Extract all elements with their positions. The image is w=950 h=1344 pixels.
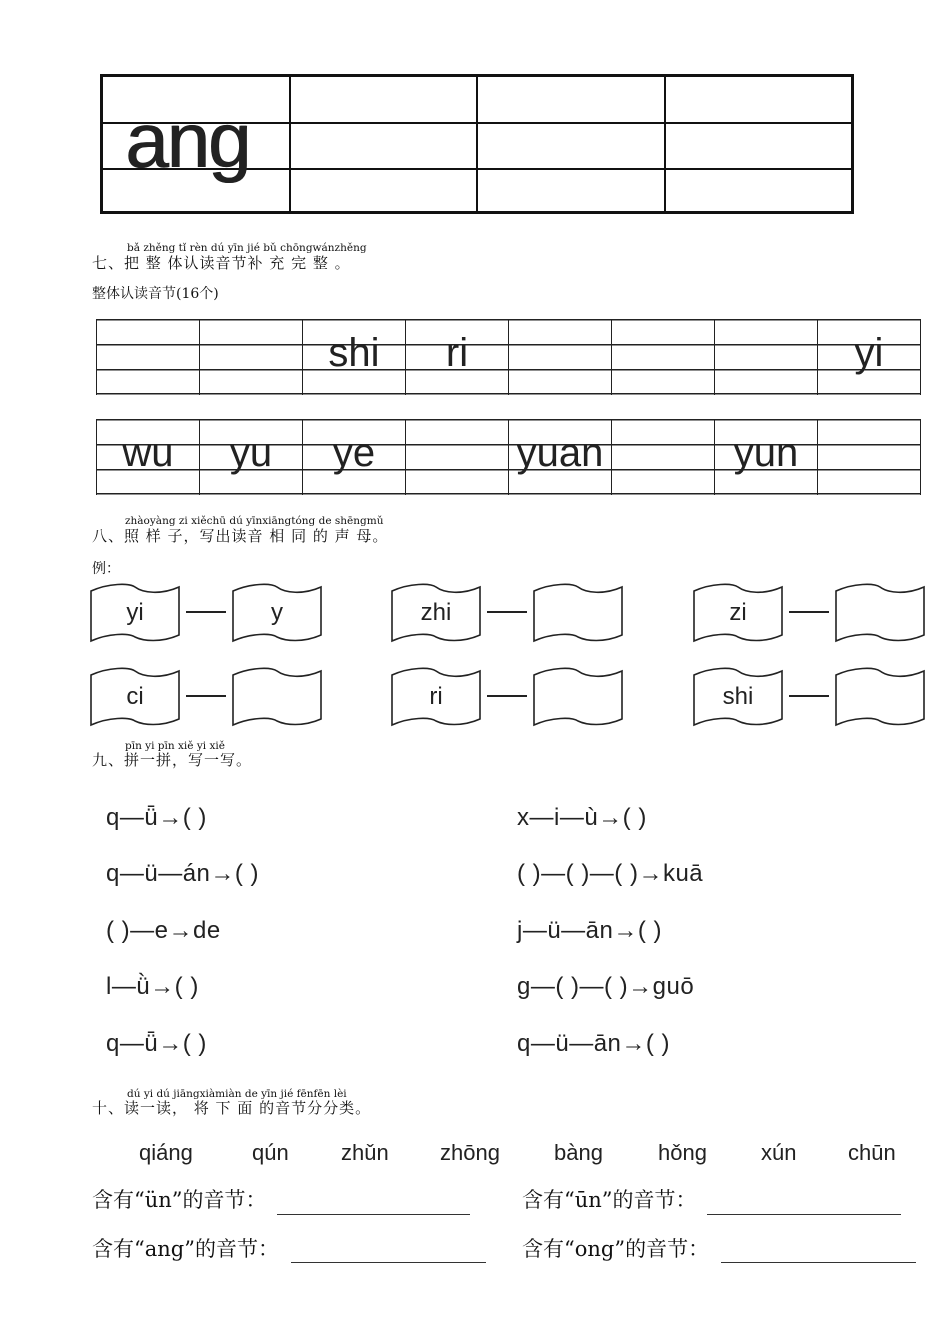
spell-exercise[interactable]: g—( )—( )→guō (517, 973, 695, 1000)
sec7-subtitle: 整体认读音节(16个) (92, 286, 219, 302)
category-label: 含有“ang”的音节： (92, 1237, 279, 1261)
connector-dash (487, 695, 527, 697)
flag-box: zi (692, 583, 784, 643)
category-label: 含有“ün”的音节： (92, 1188, 267, 1212)
sec8-example-label: 例： (92, 561, 120, 577)
syllable-cell[interactable] (612, 319, 715, 395)
spell-exercise[interactable]: q—ǖ→( ) (106, 1030, 207, 1057)
syllable-cell[interactable] (612, 419, 715, 495)
syllable-cell[interactable] (97, 319, 200, 395)
syllable-cell[interactable] (818, 419, 920, 495)
syllable: zhōng (440, 1140, 500, 1165)
connector-dash (186, 695, 226, 697)
answer-line[interactable] (721, 1262, 916, 1263)
flag-box: ci (89, 667, 181, 727)
syllable: zhǔn (341, 1140, 389, 1165)
syllable: qún (252, 1140, 289, 1165)
writing-grid (100, 74, 854, 214)
syllable: bàng (554, 1140, 603, 1165)
category-label: 含有“ong”的音节： (522, 1237, 710, 1261)
syllable-cell[interactable]: ye (303, 419, 406, 495)
sec9-title: 九、拼一拼，写一写。 (92, 751, 253, 769)
spell-exercise[interactable]: q—ǖ→( ) (106, 804, 207, 831)
sec8-title: 八、照 样 子，写出读音 相 同 的 声 母。 (92, 527, 389, 545)
writing-cell[interactable] (666, 77, 852, 211)
flag-answer-box[interactable] (532, 583, 624, 643)
flag-box: shi (692, 667, 784, 727)
sec7-title: 七、把 整 体认读音节补 充 完 整 。 (92, 254, 351, 272)
syllable-cell[interactable]: shi (303, 319, 406, 395)
syllable-cell[interactable] (715, 319, 818, 395)
spell-exercise[interactable]: j—ü—ān→( ) (517, 917, 663, 944)
syllable-cell[interactable]: yuan (509, 419, 612, 495)
syllable-cell[interactable] (509, 319, 612, 395)
flag-box: ri (390, 667, 482, 727)
connector-dash (487, 611, 527, 613)
flag-box[interactable]: y (231, 583, 323, 643)
syllable-cell[interactable] (406, 419, 509, 495)
spell-exercise[interactable]: ( )—e→de (106, 917, 221, 944)
flag-answer-box[interactable] (231, 667, 323, 727)
sec10-pinyin: dú yi dú jiāngxiàmiàn de yīn jié fēnfēn lèi (127, 1088, 347, 1100)
sec9-pinyin: pīn yi pīn xiě yi xiě (125, 740, 225, 752)
syllable-cell[interactable]: yi (818, 319, 920, 395)
syllable-cell[interactable]: yun (715, 419, 818, 495)
syllable-row-2 (96, 419, 921, 495)
flag-answer-box[interactable] (532, 667, 624, 727)
grid-word: ang (125, 96, 250, 184)
connector-dash (186, 611, 226, 613)
spell-exercise[interactable]: x—i—ù→( ) (517, 804, 647, 831)
writing-cell[interactable] (291, 77, 479, 211)
syllable-row-1 (96, 319, 921, 395)
spell-exercise[interactable]: q—ü—án→( ) (106, 860, 260, 887)
syllable: hǒng (658, 1140, 707, 1165)
syllable-cell[interactable]: ri (406, 319, 509, 395)
syllable: xún (761, 1140, 797, 1165)
sec7-pinyin: bǎ zhěng tǐ rèn dú yīn jié bǔ chōngwánzhěng (127, 242, 367, 254)
syllable-cell[interactable] (200, 319, 303, 395)
syllable-cell[interactable]: yu (200, 419, 303, 495)
syllable: qiáng (139, 1140, 193, 1165)
flag-answer-box[interactable] (834, 667, 926, 727)
writing-cell[interactable] (478, 77, 666, 211)
flag-answer-box[interactable] (834, 583, 926, 643)
spell-exercise[interactable]: l—ǜ→( ) (106, 973, 199, 1000)
answer-line[interactable] (707, 1214, 901, 1215)
answer-line[interactable] (277, 1214, 470, 1215)
answer-line[interactable] (291, 1262, 486, 1263)
flag-box: yi (89, 583, 181, 643)
sec8-pinyin: zhàoyàng zi xiěchū dú yīnxiāngtóng de shēngmǔ (125, 515, 384, 527)
connector-dash (789, 611, 829, 613)
spell-exercise[interactable]: ( )—( )—( )→kuā (517, 860, 704, 887)
syllable-cell[interactable]: wu (97, 419, 200, 495)
writing-cell[interactable] (103, 77, 291, 211)
connector-dash (789, 695, 829, 697)
syllable: chūn (848, 1140, 896, 1165)
sec10-title: 十、读一读， 将 下 面 的音节分分类。 (92, 1099, 372, 1117)
category-label: 含有“ūn”的音节： (522, 1188, 697, 1212)
flag-box: zhi (390, 583, 482, 643)
spell-exercise[interactable]: q—ü—ān→( ) (517, 1030, 671, 1057)
